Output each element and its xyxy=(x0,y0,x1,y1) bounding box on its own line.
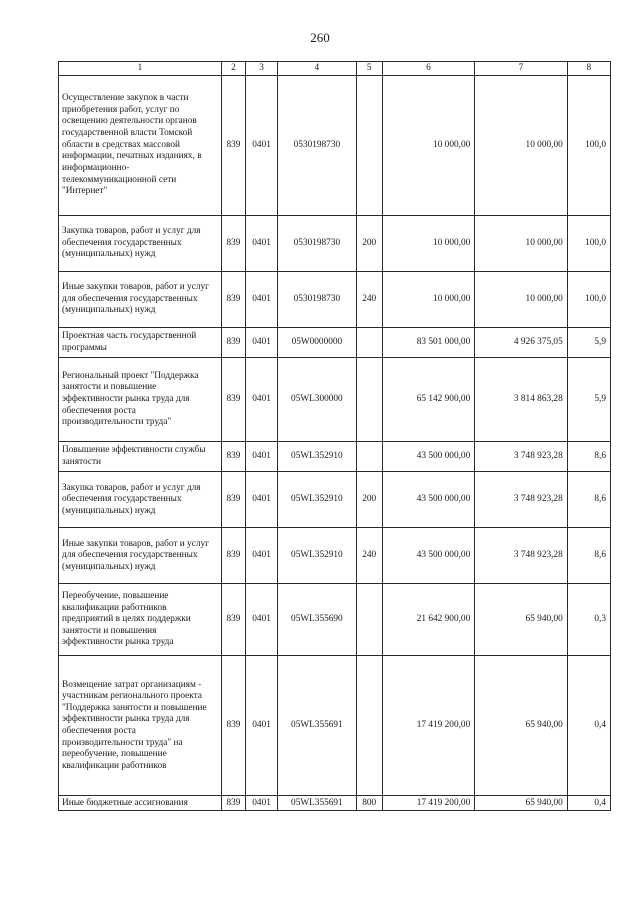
target-article-code: 0530198730 xyxy=(278,272,356,328)
target-article-code: 05WL352910 xyxy=(278,472,356,528)
execution-percent: 0,4 xyxy=(567,796,610,811)
section-code: 0401 xyxy=(246,442,278,472)
column-header: 8 xyxy=(567,62,610,76)
execution-percent: 100,0 xyxy=(567,76,610,216)
target-article-code: 05WL300000 xyxy=(278,358,356,442)
column-header: 1 xyxy=(59,62,222,76)
executed-amount: 10 000,00 xyxy=(475,272,568,328)
executed-amount: 10 000,00 xyxy=(475,76,568,216)
item-name: Повышение эффективности службы занятости xyxy=(59,442,222,472)
executed-amount: 3 748 923,28 xyxy=(475,442,568,472)
table-row xyxy=(59,76,611,216)
executed-amount: 65 940,00 xyxy=(475,656,568,796)
executed-amount: 3 748 923,28 xyxy=(475,472,568,528)
table-row xyxy=(59,472,611,528)
expense-type-code: 200 xyxy=(356,472,382,528)
item-name: Переобучение, повышение квалификации работников предприятий в целях поддержки занятости и повышения эффективности рынка труда xyxy=(59,584,222,656)
section-code: 0401 xyxy=(246,328,278,358)
column-header: 5 xyxy=(356,62,382,76)
target-article-code: 0530198730 xyxy=(278,216,356,272)
item-name: Региональный проект "Поддержка занятости и повышение эффективности рынка труда для обеспечения роста производительности труда" xyxy=(59,358,222,442)
expense-type-code xyxy=(356,358,382,442)
planned-amount: 10 000,00 xyxy=(382,76,475,216)
item-name: Иные бюджетные ассигнования xyxy=(59,796,222,811)
table-row xyxy=(59,528,611,584)
table-row xyxy=(59,358,611,442)
table-row xyxy=(59,584,611,656)
planned-amount: 83 501 000,00 xyxy=(382,328,475,358)
execution-percent: 0,4 xyxy=(567,656,610,796)
executed-amount: 3 748 923,28 xyxy=(475,528,568,584)
table-row xyxy=(59,656,611,796)
expense-type-code: 240 xyxy=(356,272,382,328)
section-code: 0401 xyxy=(246,76,278,216)
item-name: Проектная часть государственной программы xyxy=(59,328,222,358)
execution-percent: 8,6 xyxy=(567,442,610,472)
admin-code: 839 xyxy=(221,656,245,796)
table-row xyxy=(59,442,611,472)
target-article-code: 0530198730 xyxy=(278,76,356,216)
target-article-code: 05WL352910 xyxy=(278,442,356,472)
expense-type-code xyxy=(356,656,382,796)
admin-code: 839 xyxy=(221,358,245,442)
admin-code: 839 xyxy=(221,584,245,656)
admin-code: 839 xyxy=(221,442,245,472)
expense-type-code: 200 xyxy=(356,216,382,272)
admin-code: 839 xyxy=(221,76,245,216)
target-article-code: 05WL355691 xyxy=(278,656,356,796)
item-name: Иные закупки товаров, работ и услуг для обеспечения государственных (муниципальных) нужд xyxy=(59,528,222,584)
executed-amount: 65 940,00 xyxy=(475,584,568,656)
expense-type-code xyxy=(356,76,382,216)
section-code: 0401 xyxy=(246,796,278,811)
expense-type-code xyxy=(356,584,382,656)
admin-code: 839 xyxy=(221,328,245,358)
page-number: 260 xyxy=(310,30,330,45)
execution-percent: 8,6 xyxy=(567,528,610,584)
planned-amount: 10 000,00 xyxy=(382,216,475,272)
column-header: 2 xyxy=(221,62,245,76)
section-code: 0401 xyxy=(246,472,278,528)
admin-code: 839 xyxy=(221,796,245,811)
executed-amount: 4 926 375,05 xyxy=(475,328,568,358)
admin-code: 839 xyxy=(221,528,245,584)
executed-amount: 65 940,00 xyxy=(475,796,568,811)
column-header: 3 xyxy=(246,62,278,76)
section-code: 0401 xyxy=(246,584,278,656)
section-code: 0401 xyxy=(246,216,278,272)
table-row xyxy=(59,216,611,272)
execution-percent: 8,6 xyxy=(567,472,610,528)
expense-type-code xyxy=(356,442,382,472)
admin-code: 839 xyxy=(221,472,245,528)
target-article-code: 05W0000000 xyxy=(278,328,356,358)
target-article-code: 05WL355690 xyxy=(278,584,356,656)
item-name: Закупка товаров, работ и услуг для обеспечения государственных (муниципальных) нужд xyxy=(59,216,222,272)
item-name: Иные закупки товаров, работ и услуг для обеспечения государственных (муниципальных) нужд xyxy=(59,272,222,328)
executed-amount: 3 814 863,28 xyxy=(475,358,568,442)
planned-amount: 43 500 000,00 xyxy=(382,472,475,528)
expense-type-code: 800 xyxy=(356,796,382,811)
execution-percent: 100,0 xyxy=(567,216,610,272)
expense-type-code: 240 xyxy=(356,528,382,584)
planned-amount: 65 142 900,00 xyxy=(382,358,475,442)
planned-amount: 43 500 000,00 xyxy=(382,442,475,472)
executed-amount: 10 000,00 xyxy=(475,216,568,272)
section-code: 0401 xyxy=(246,358,278,442)
execution-percent: 100,0 xyxy=(567,272,610,328)
item-name: Закупка товаров, работ и услуг для обеспечения государственных (муниципальных) нужд xyxy=(59,472,222,528)
budget-table xyxy=(58,61,611,811)
execution-percent: 5,9 xyxy=(567,328,610,358)
column-header: 6 xyxy=(382,62,475,76)
section-code: 0401 xyxy=(246,528,278,584)
section-code: 0401 xyxy=(246,272,278,328)
planned-amount: 21 642 900,00 xyxy=(382,584,475,656)
item-name: Осуществление закупок в части приобретения работ, услуг по освещению деятельности органов государственной власти Томской области в средствах массовой информации, печатных изданиях, в информационно-телекоммуникационной сети "Интернет" xyxy=(59,76,222,216)
table-row xyxy=(59,796,611,811)
table-row xyxy=(59,272,611,328)
planned-amount: 10 000,00 xyxy=(382,272,475,328)
planned-amount: 17 419 200,00 xyxy=(382,656,475,796)
admin-code: 839 xyxy=(221,272,245,328)
table-row xyxy=(59,328,611,358)
admin-code: 839 xyxy=(221,216,245,272)
target-article-code: 05WL352910 xyxy=(278,528,356,584)
section-code: 0401 xyxy=(246,656,278,796)
column-header: 7 xyxy=(475,62,568,76)
target-article-code: 05WL355691 xyxy=(278,796,356,811)
execution-percent: 0,3 xyxy=(567,584,610,656)
planned-amount: 43 500 000,00 xyxy=(382,528,475,584)
column-header: 4 xyxy=(278,62,356,76)
item-name: Возмещение затрат организациям - участникам регионального проекта "Поддержка занятости и повышение эффективности рынка труда для обеспечения роста производительности труда" на переобучение, повышение квалификации работников xyxy=(59,656,222,796)
header-row xyxy=(59,62,611,76)
expense-type-code xyxy=(356,328,382,358)
planned-amount: 17 419 200,00 xyxy=(382,796,475,811)
execution-percent: 5,9 xyxy=(567,358,610,442)
